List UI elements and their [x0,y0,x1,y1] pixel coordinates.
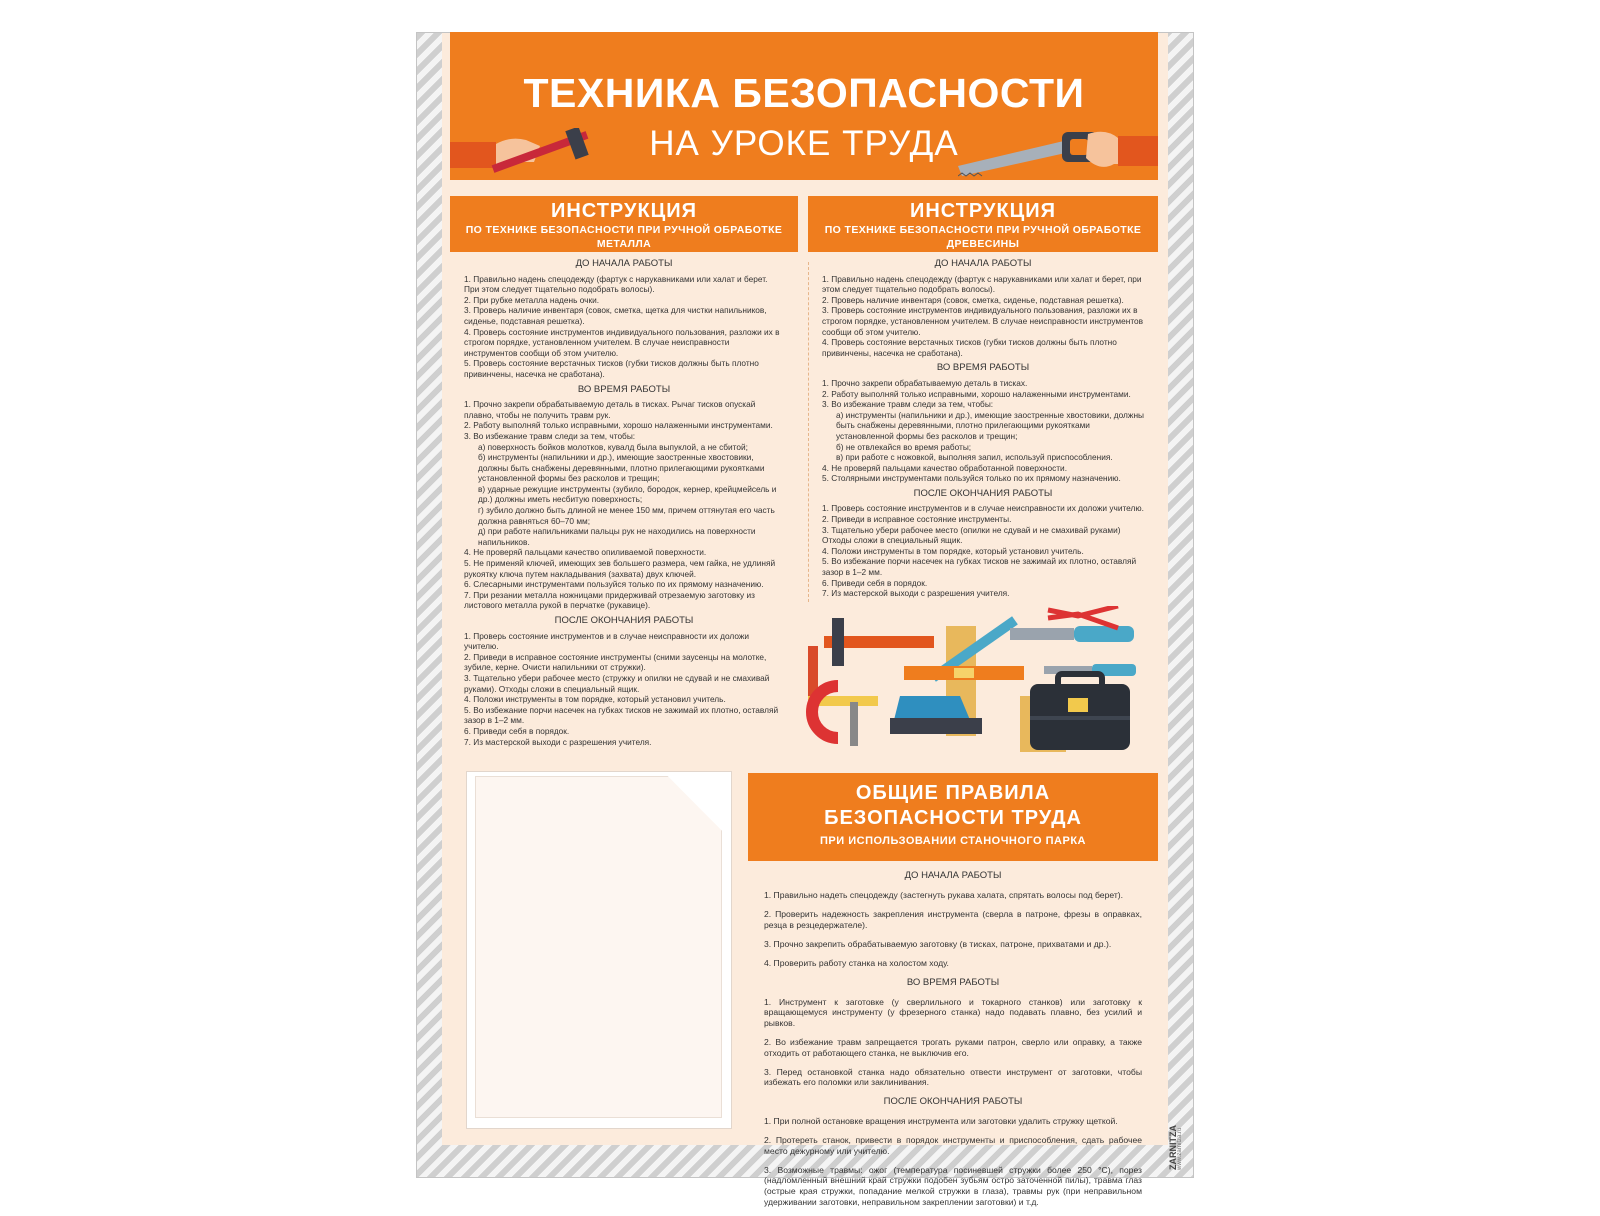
hammer-hand-illustration [450,128,610,180]
list-item: 3. Во избежание травм следи за тем, чтобы: [464,430,636,441]
list-item: 6. Приведи себя в порядок. [464,725,570,736]
wood-before-title: ДО НАЧАЛА РАБОТЫ [934,258,1032,269]
list-item: 1. Правильно надень спецодежду (фартук с нарукавниками или халат и берет. При этом следует тщательно подобрать волосы). [464,273,768,295]
list-item: 2. Протереть станок, привести в порядок инструменты и приспособления, сдать рабочее место дежурному или учителю. [764,1135,1142,1156]
saw-hand-illustration [958,128,1158,180]
wood-subheading: ПО ТЕХНИКЕ БЕЗОПАСНОСТИ ПРИ РУЧНОЙ ОБРАБОТКЕ ДРЕВЕСИНЫ [824,224,1142,250]
list-item: 2. Во избежание травм запрещается трогать руками патрон, сверло или оправку, а также отходить от работающего станка, не выключив его. [764,1037,1142,1058]
list-item: 4. Положи инструменты в том порядке, который установил учитель. [822,545,1084,556]
list-item: 5. Проверь состояние верстачных тисков (губки тисков должны быть плотно привинчены, насечка не сработана). [464,358,759,379]
wood-instruction-header [808,196,1158,252]
list-item: 6. Приведи себя в порядок. [822,577,928,588]
list-item: 4. Проверить работу станка на холостом ходу. [764,958,949,969]
poster-header [450,32,1158,180]
metal-instruction-text [464,254,784,747]
list-item: 5. Не применяй ключей, имеющих зев большего размера, чем гайка, не удлиняй рукоятку ключа путем накладывания (захвата) двух ключей. [464,558,776,579]
general-during-list [764,997,1142,1088]
general-after-list [764,1116,1142,1207]
list-item: 4. Не проверяй пальцами качество обработанной поверхности. [822,462,1067,473]
metal-after-title: ПОСЛЕ ОКОНЧАНИЯ РАБОТЫ [554,615,694,626]
list-item: 7. При резании металла ножницами придерживай отрезаемую заготовку из листового металла рукой в перчатке (рукавице). [464,589,755,611]
metal-before-title: ДО НАЧАЛА РАБОТЫ [575,258,673,269]
list-item: 2. При рубке металла надень очки. [464,294,600,305]
list-item: 6. Слесарными инструментами пользуйся только по их прямому назначению. [464,579,764,590]
poster-title: ТЕХНИКА БЕЗОПАСНОСТИ [523,70,1085,116]
wood-after-list [822,503,1144,598]
wood-during-list [822,378,1144,484]
brand-mark [1167,1060,1181,1170]
list-item: 1. Правильно надеть спецодежду (застегнуть рукава халата, спрятать волосы под берет). [764,890,1124,901]
list-item: 1. При полной остановке вращения инструмента или заготовки удалить стружку щеткой. [764,1115,1118,1126]
list-item: 3. Перед остановкой станка надо обязательно отвести инструмент от заготовки, чтобы избежать его поломки или заклинивания. [764,1066,1142,1088]
general-rules-text [764,864,1142,1216]
metal-during-title: ВО ВРЕМЯ РАБОТЫ [577,383,671,395]
general-after-title: ПОСЛЕ ОКОНЧАНИЯ РАБОТЫ [883,1095,1023,1107]
list-item: 5. Во избежание порчи насечек на губках тисков не зажимай их плотно, оставляй зазор в 1–2 мм. [822,556,1137,578]
list-item: 2. Работу выполняй только исправными, хорошо налаженными инструментами. [822,388,1131,399]
brand-name: ZARNITZA [1168,1125,1178,1170]
wood-before-list [822,274,1144,359]
list-item: 4. Проверь состояние верстачных тисков (губки тисков должны быть плотно привинчены, насечка не сработана). [822,337,1117,358]
list-item: в) при работе с ножовкой, выполняя запил, используй приспособления. [836,452,1113,463]
metal-before-list [464,274,784,380]
wood-heading: ИНСТРУКЦИЯ [909,200,1057,222]
general-during-title: ВО ВРЕМЯ РАБОТЫ [906,976,1000,988]
brand-site: www.zarnitza.ru [1177,1127,1183,1170]
wood-instruction-text [822,254,1144,599]
list-item: 3. Тщательно убери рабочее место (опилки не сдувай и не смахивай руками) Отходы сложи в специальный ящик. [822,524,1121,546]
list-item: а) инструменты (напильники и др.), имеющие заостренные хвостовики, должны быть снабжены деревянными, плотно прилегающими рукоятками установленной формы без расколов и трещин; [836,409,1144,441]
metal-subheading: ПО ТЕХНИКЕ БЕЗОПАСНОСТИ ПРИ РУЧНОЙ ОБРАБОТКЕ МЕТАЛЛА [465,224,783,250]
poster-subtitle: НА УРОКЕ ТРУДА [649,124,959,163]
tools-illustration [804,606,1158,756]
list-item: б) не отвлекайся во время работы; [836,441,972,452]
general-rules-header [748,773,1158,861]
general-subheading: ПРИ ИСПОЛЬЗОВАНИИ СТАНОЧНОГО ПАРКА [820,835,1086,847]
list-item: в) ударные режущие инструменты (зубило, бородок, кернер, крейцмейсель и др.) должны иметь несбитую поверхность; [478,483,777,505]
list-item: 3. Возможные травмы: ожог (температура посиневшей стружки более 250 °С), порез (надломленный внешний край стружки подобен зубьям остро заточенной пилы), травма глаз (острые края стружки, попадание мелкой стружки в глаза), травмы рук (при неправильном удерживании заготовки, неправильном закреплении заготовки) и т.д. [764,1164,1142,1207]
list-item: 3. Тщательно убери рабочее место (стружку и опилки не сдувай и не смахивай руками). Отходы сложи в специальный ящик. [464,672,770,694]
list-item: 1. Инструмент к заготовке (у сверлильного и токарного станков) или заготовку к вращающемуся инструменту (у фрезерного станка) надо подавать плавно, без усилий и рывков. [764,996,1142,1028]
list-item: 3. Проверь наличие инвентаря (совок, сметка, щетка для чистки напильников, сиденье, подставная решетка). [464,305,767,326]
list-item: 1. Прочно закрепи обрабатываемую деталь в тисках. [822,377,1028,388]
column-divider [808,262,809,602]
metal-heading: ИНСТРУКЦИЯ [550,200,698,222]
wood-during-title: ВО ВРЕМЯ РАБОТЫ [936,362,1030,374]
list-item: 4. Проверь состояние инструментов индивидуального пользования, разложи их в строгом порядке, установленном учителем. В случае неисправности инструментов сообщи об этом учителю. [464,326,780,358]
list-item: 2. Приведи в исправное состояние инструменты (сними заусенцы на молотке, зубиле, керне. Очисти напильники от стружки). [464,651,767,673]
list-item: 5. Во избежание порчи насечек на губках тисков не зажимай их плотно, оставляй зазор в 1–2 мм. [464,704,779,726]
list-item: а) поверхность бойков молотков, кувалд была выпуклой, а не сбитой; [478,441,748,452]
list-item: 2. Работу выполняй только исправными, хорошо налаженными инструментами. [464,420,773,431]
list-item: 3. Проверь состояние инструментов индивидуального пользования, разложи их в строгом порядке, установленном учителем. В случае неисправности инструментов сообщи об этом учителю. [822,305,1144,337]
list-item: 7. Из мастерской выходи с разрешения учителя. [464,736,652,747]
list-item: г) зубило должно быть длиной не менее 150 мм, причем оттянутая его часть должна равняться 60–70 мм; [478,505,775,526]
list-item: д) при работе напильниками пальцы рук не находились на поверхности напильников. [478,526,756,547]
list-item: 1. Прочно закрепи обрабатываемую деталь в тисках. Рычаг тисков опускай плавно, чтобы не получить травм рук. [464,399,756,420]
wood-after-title: ПОСЛЕ ОКОНЧАНИЯ РАБОТЫ [913,487,1053,499]
list-item: 3. Во избежание травм следи за тем, чтобы: [822,399,994,410]
list-item: 2. Приведи в исправное состояние инструменты. [822,514,1012,525]
list-item: 1. Правильно надень спецодежду (фартук с нарукавниками или халат и берет, при этом следует тщательно подобрать волосы). [822,273,1142,295]
list-item: 4. Положи инструменты в том порядке, который установил учитель. [464,694,726,705]
document-pocket-sheet [475,776,722,1118]
list-item: 3. Прочно закрепить обрабатываемую заготовку (в тисках, патроне, прихватами и др.). [764,939,1112,950]
list-item: 4. Не проверяй пальцами качество опиливаемой поверхности. [464,547,707,558]
metal-instruction-header [450,196,798,252]
list-item: 2. Проверить надежность закрепления инструмента (сверла в патроне, фрезы в оправках, резца в резцедержателе). [764,909,1142,930]
metal-during-list [464,399,784,611]
list-item: 2. Проверь наличие инвентаря (совок, сметка, сиденье, подставная решетка). [822,294,1124,305]
general-before-title: ДО НАЧАЛА РАБОТЫ [904,870,1002,881]
list-item: 7. Из мастерской выходи с разрешения учителя. [822,588,1010,599]
general-heading-line2: БЕЗОПАСНОСТИ ТРУДА [824,807,1082,829]
metal-after-list [464,631,784,748]
list-item: б) инструменты (напильники и др.), имеющие заостренные хвостовики, должны быть снабжены деревянными, плотно прилегающими рукоятками установленной формы без расколов и трещин; [478,452,765,484]
general-heading-line1: ОБЩИЕ ПРАВИЛА [855,782,1051,804]
list-item: 1. Проверь состояние инструментов и в случае неисправности их доложи учителю. [822,503,1144,514]
list-item: 5. Столярными инструментами пользуйся только по их прямому назначению. [822,473,1121,484]
general-before-list [764,890,1142,969]
list-item: 1. Проверь состояние инструментов и в случае неисправности их доложи учителю. [464,630,750,652]
